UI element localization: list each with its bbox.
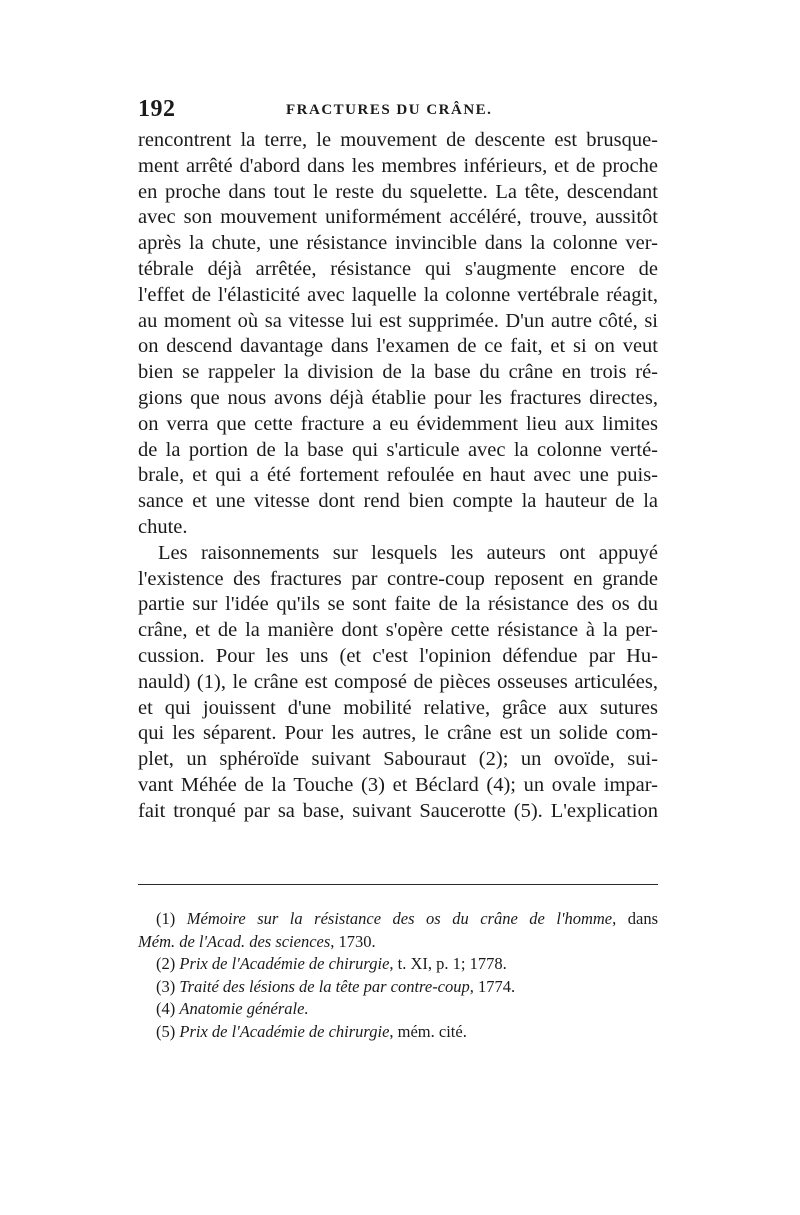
text-line: Les raisonnements sur lesquels les auteurs ont appuyé bbox=[158, 541, 658, 564]
footnote-5: (5) Prix de l'Académie de chirurgie, mém. cité. bbox=[156, 1021, 467, 1041]
footnote-divider bbox=[138, 884, 658, 885]
running-head: FRACTURES DU CRÂNE. bbox=[286, 102, 493, 118]
footnote-title: Prix de l'Académie de chirurgie bbox=[179, 954, 390, 973]
page-header bbox=[138, 96, 658, 126]
text-line: bien se rappeler la division de la base du crâne en trois ré- bbox=[138, 361, 658, 384]
text-line: qui les séparent. Pour les autres, le crâne est un solide com- bbox=[138, 722, 658, 745]
text-line: vant Méhée de la Touche (3) et Béclard (4); un ovale impar- bbox=[138, 773, 658, 796]
text-line: de la portion de la base qui s'articule avec la colonne verté- bbox=[138, 438, 658, 461]
text-line: tébrale déjà arrêtée, résistance qui s'augmente encore de bbox=[138, 257, 658, 280]
footnote-source: Mém. de l'Acad. des sciences bbox=[138, 931, 331, 951]
text-line: partie sur l'idée qu'ils se sont faite de la résistance des os du bbox=[138, 593, 658, 616]
footnote-title: Anatomie générale. bbox=[179, 999, 309, 1018]
text-line: plet, un sphéroïde suivant Sabouraut (2); un ovoïde, sui- bbox=[138, 748, 658, 771]
text-line: au moment où sa vitesse lui est supprimée. D'un autre côté, si bbox=[138, 309, 658, 332]
text-line: brale, et qui a été fortement refoulée en haut avec une puis- bbox=[138, 464, 658, 487]
footnote-1: (1) Mémoire sur la résistance des os du crâne de l'homme, dans bbox=[156, 909, 659, 928]
text-line: nauld) (1), le crâne est composé de pièces osseuses articulées, bbox=[138, 670, 658, 693]
footnote-4: (4) Anatomie générale. bbox=[156, 999, 309, 1018]
text-line: après la chute, une résistance invincible dans la colonne ver- bbox=[138, 232, 658, 255]
footnote-1-cont: Mém. de l'Acad. des sciences, 1730. bbox=[138, 931, 376, 951]
footnote-2: (2) Prix de l'Académie de chirurgie, t. XI, p. 1; 1778. bbox=[156, 954, 507, 973]
text-line: crâne, et de la manière dont s'opère cette résistance à la per- bbox=[138, 619, 658, 642]
text-line: fait tronqué par sa base, suivant Saucerotte (5). L'explication bbox=[138, 799, 658, 822]
footnote-title: Traité des lésions de la tête par contre-coup bbox=[179, 976, 470, 996]
text-line: gions que nous avons déjà établie pour les fractures directes, bbox=[138, 386, 658, 409]
text-line: l'existence des fractures par contre-coup reposent en grande bbox=[138, 567, 658, 590]
body-text bbox=[138, 128, 658, 825]
footnote-3: (3) Traité des lésions de la tête par contre-coup, 1774. bbox=[156, 976, 516, 996]
text-line: rencontrent la terre, le mouvement de descente est brusque- bbox=[138, 129, 658, 151]
text-line: on descend davantage dans l'examen de ce fait, et si on veut bbox=[138, 335, 658, 358]
text-line: et qui jouissent d'une mobilité relative, grâce aux sutures bbox=[138, 696, 658, 719]
footnote-title: Prix de l'Académie de chirurgie bbox=[179, 1021, 390, 1041]
footnotes bbox=[138, 908, 658, 1043]
text-line: l'effet de l'élasticité avec laquelle la colonne vertébrale réagit, bbox=[138, 283, 658, 306]
footnote-title: Mémoire sur la résistance des os du crâne de l'homme bbox=[186, 909, 613, 928]
text-line: on verra que cette fracture a eu évidemment lieu aux limites bbox=[138, 412, 658, 435]
text-line: ment arrêté d'abord dans les membres inférieurs, et de proche bbox=[138, 154, 658, 177]
text-line: sance et une vitesse dont rend bien compte la hauteur de la bbox=[138, 490, 658, 513]
page-number: 192 bbox=[138, 96, 176, 122]
text-line: cussion. Pour les uns (et c'est l'opinion défendue par Hu- bbox=[138, 644, 658, 667]
text-line: en proche dans tout le reste du squelette. La tête, descendant bbox=[138, 180, 658, 203]
text-line: chute. bbox=[138, 515, 188, 538]
text-line: avec son mouvement uniformément accéléré, trouve, aussitôt bbox=[138, 206, 658, 229]
